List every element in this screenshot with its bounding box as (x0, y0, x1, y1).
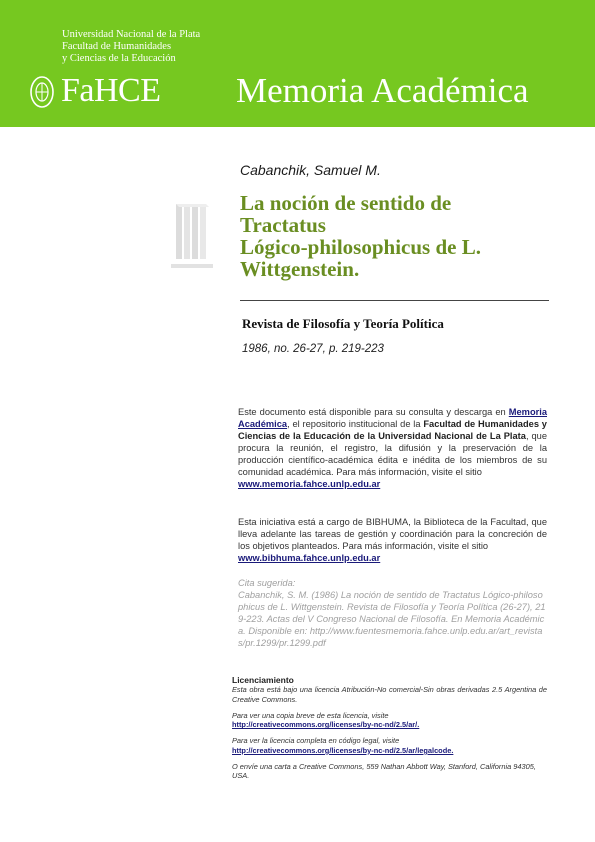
header-banner (0, 0, 595, 127)
university-seal-icon (29, 75, 55, 109)
info-text: Esta iniciativa está a cargo de BIBHUMA, la Biblioteca de la Facultad, que lleva adelante las tareas de gestión y coordinación para la concreción de los objetivos planteados. Para más información, visite el sitio (238, 517, 547, 551)
article-title (240, 192, 560, 280)
bibhuma-info-paragraph (238, 516, 547, 564)
faculty-line: Facultad de Humanidades (62, 41, 172, 52)
publication-details: 1986, no. 26-27, p. 219-223 (242, 343, 384, 355)
university-line: Universidad Nacional de la Plata (62, 29, 201, 40)
title-line: Wittgenstein. (240, 257, 360, 281)
suggested-citation (238, 577, 547, 649)
license-text: Esta obra está bajo una licencia Atribución-No comercial-Sin obras derivadas 2.5 Argentina de Creative Commons. (232, 685, 547, 704)
faculty-name: Facultad de Humanidades y Ciencias de la Educación de la Universidad Nacional de La Plata (238, 419, 547, 441)
citation-text: Cabanchik, S. M. (1986) La noción de sentido de Tractatus Lógico-philosophicus de L. Wittgenstein. Revista de Filosofía y Teoría Política (26-27), 219-223. Actas del V Congreso Nacional de Filosofía. En Memoria Académica. Disponible en: http://www.fuentesmemoria.fahce.unlp.edu.ar/art_revistas/pr.1299/pr.1299.pdf (238, 590, 546, 648)
title-divider (240, 300, 549, 301)
title-line: La noción de sentido de (240, 191, 452, 215)
faculty-line-2: y Ciencias de la Educación (62, 53, 176, 64)
repository-name: Memoria Académica (236, 71, 529, 110)
bibhuma-url-link[interactable]: www.bibhuma.fahce.unlp.edu.ar (238, 553, 381, 563)
memoria-url-link[interactable]: www.memoria.fahce.unlp.edu.ar (238, 479, 381, 489)
article-author: Cabanchik, Samuel M. (240, 162, 381, 178)
journal-name: Revista de Filosofía y Teoría Política (242, 316, 444, 331)
license-mail-text: O envíe una carta a Creative Commons, 559 Nathan Abbott Way, Stanford, California 94305, USA. (232, 762, 536, 781)
info-text: Este documento está disponible para su consulta y descarga en (238, 407, 509, 417)
library-logo-icon (165, 200, 219, 276)
info-text: , el repositorio institucional de la (287, 419, 424, 429)
citation-label: Cita sugerida: (238, 578, 296, 588)
info-text: , que procura la reunión, el registro, la difusión y la preservación de la producción científico-académica édita e inédita de los miembros de su comunidad académica. Para más información, visite el sitio (238, 431, 547, 477)
license-short-link[interactable]: http://creativecommons.org/licenses/by-nc-nd/2.5/ar/. (232, 720, 420, 730)
university-name (62, 29, 200, 65)
license-heading: Licenciamiento (232, 675, 294, 685)
license-legalcode-link[interactable]: http://creativecommons.org/licenses/by-nc-nd/2.5/ar/legalcode. (232, 745, 454, 755)
title-line: Tractatus (240, 213, 326, 237)
license-short-text: Para ver una copia breve de esta licencia, visite (232, 710, 389, 720)
license-full-text: Para ver la licencia completa en código legal, visite (232, 736, 400, 746)
memoria-academica-link[interactable]: Memoria Académica (238, 407, 547, 429)
license-section (232, 676, 547, 781)
title-line: Lógico-philosophicus de L. (240, 235, 481, 259)
fahce-logo: FaHCE (61, 72, 161, 109)
repository-info-paragraph (238, 406, 547, 490)
